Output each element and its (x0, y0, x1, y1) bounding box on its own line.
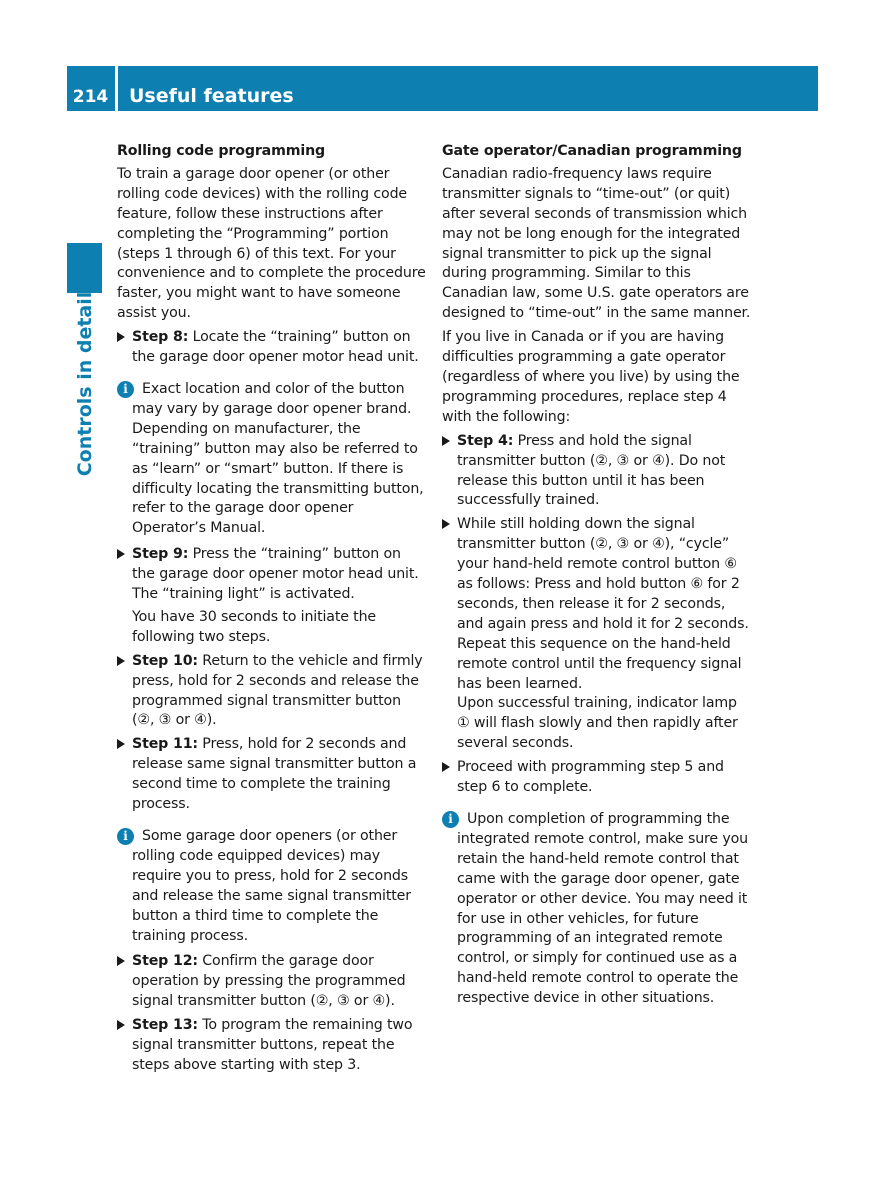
step-text: Press the “training” button on the garage door opener motor head unit. (132, 546, 419, 583)
step-arrow-icon (442, 762, 450, 772)
gate-operator-intro: Canadian radio-frequency laws require transmitter signals to “time-out” (or quit) after several seconds of transmission which may not be long enough for the integrated signal transmitter to pick up the signal during programming. Similar to this Canadian law, some U.S. gate operators are designed to “time-out” in the same manner. (442, 165, 751, 322)
step-text: Locate the “training” button on the garage door opener motor head unit. (132, 329, 419, 366)
step-note: You have 30 seconds to initiate the following two steps. (132, 608, 377, 645)
step-text: While still holding down the signal transmitter button (②, ③ or ④), “cycle” your hand-held remote control button ⑥ as follows: Press and hold button ⑥ for 2 seconds, then release it for 2 seconds, and again press and hold it for 2 seconds. Repeat this sequence on the hand-held remote control until the frequency signal has been learned. (457, 516, 749, 692)
step-arrow-icon (442, 436, 450, 446)
side-tab-text: Controls in detail (73, 291, 96, 476)
info-icon: i (442, 811, 459, 828)
step-label: Step 11: (132, 736, 198, 753)
info-text: Upon completion of programming the integrated remote control, make sure you retain the hand-held remote control that came with the garage door opener, gate operator or other device. You may need it for use in other vehicles, for future programming of an integrated remote control, or simply for continued use as a hand-held remote control to operate the respective device in other situations. (457, 811, 748, 1007)
step-text: Proceed with programming step 5 and step 6 to complete. (457, 759, 724, 796)
step-12 (117, 952, 427, 1012)
step-arrow-icon (442, 519, 450, 529)
left-column (117, 142, 427, 1080)
step-13 (117, 1016, 427, 1076)
gate-operator-canada-note: If you live in Canada or if you are having difficulties programming a gate operator (regardless of where you live) by using the programming procedures, replace step 4 with the following: (442, 329, 740, 425)
step-arrow-icon (117, 956, 125, 966)
step-text: Confirm the garage door operation by pressing the programmed signal transmitter button (②, ③ or ④). (132, 953, 406, 1010)
step-result: Upon successful training, indicator lamp ① will flash slowly and then rapidly after several seconds. (457, 695, 738, 752)
step-8 (117, 328, 427, 368)
step-label: Step 9: (132, 546, 189, 563)
step-10 (117, 652, 427, 732)
step-4-replacement (442, 432, 752, 512)
step-arrow-icon (117, 1020, 125, 1030)
info-note-third-press (117, 827, 427, 946)
info-text: Some garage door openers (or other rolling code equipped devices) may require you to press, hold for 2 seconds and release the same signal transmitter button a third time to complete the training process. (132, 828, 411, 944)
step-proceed (442, 758, 752, 798)
rolling-code-heading: Rolling code programming (117, 143, 326, 159)
page-number: 214 (72, 87, 109, 107)
step-arrow-icon (117, 549, 125, 559)
step-label: Step 12: (132, 953, 198, 970)
step-result: The “training light” is activated. (132, 586, 355, 603)
step-text: Return to the vehicle and firmly press, hold for 2 seconds and release the programmed signal transmitter button (②, ③ or ④). (132, 652, 423, 729)
step-11 (117, 735, 427, 815)
info-note-retain-remote (442, 810, 752, 1009)
step-text: Press, hold for 2 seconds and release same signal transmitter button a second time to complete the training process. (132, 736, 417, 813)
header-divider (115, 66, 118, 111)
side-tab-label (67, 291, 102, 476)
step-arrow-icon (117, 739, 125, 749)
section-title: Useful features (129, 85, 294, 107)
step-text: To program the remaining two signal transmitter buttons, repeat the steps above starting with step 3. (132, 1017, 413, 1073)
step-arrow-icon (117, 656, 125, 666)
side-tab-marker (67, 243, 102, 293)
info-icon: i (117, 828, 134, 845)
info-text: Exact location and color of the button may vary by garage door opener brand. Depending on manufacturer, the “training” button may also be referred to as “learn” or “smart” button. If there is difficulty locating the transmitting button, refer to the garage door opener Operator’s Manual. (132, 380, 424, 537)
rolling-code-intro: To train a garage door opener (or other rolling code devices) with the rolling code feature, follow these instructions after completing the “Programming” portion (steps 1 through 6) of this text. For your convenience and to complete the procedure faster, you might want to have someone assist you. (117, 165, 426, 322)
step-label: Step 13: (132, 1017, 198, 1034)
step-text: Press and hold the signal transmitter button (②, ③ or ④). Do not release this button until it has been successfully trained. (457, 432, 726, 509)
step-label: Step 10: (132, 652, 198, 669)
step-label: Step 4: (457, 432, 514, 449)
step-arrow-icon (117, 332, 125, 342)
info-note-button-location (117, 380, 427, 539)
step-9 (117, 545, 427, 648)
step-label: Step 8: (132, 329, 189, 346)
step-cycle-remote (442, 515, 752, 754)
right-column (442, 142, 752, 1015)
info-icon: i (117, 381, 134, 398)
gate-operator-heading: Gate operator/Canadian programming (442, 143, 742, 159)
